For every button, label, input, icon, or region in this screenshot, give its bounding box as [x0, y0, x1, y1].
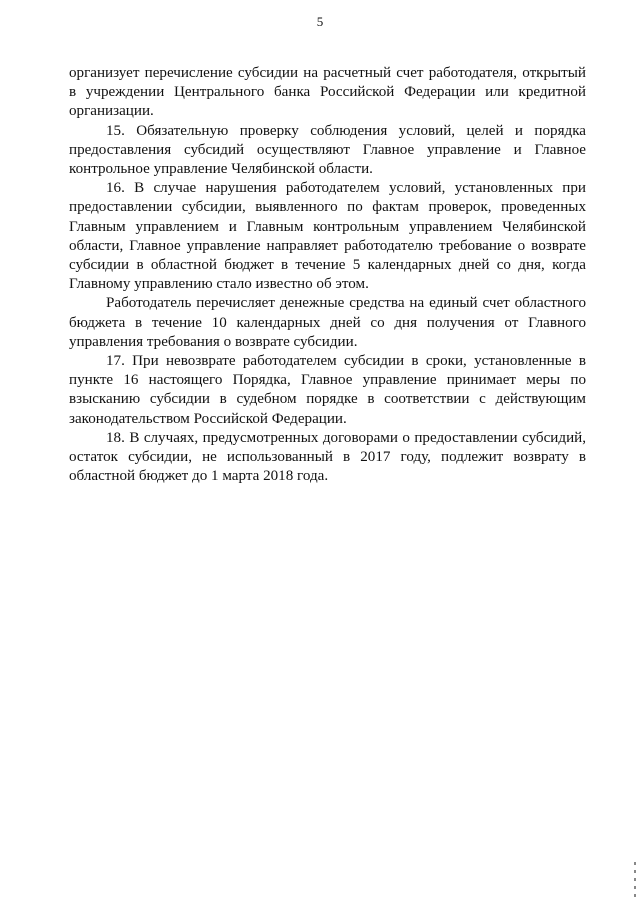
- paragraph-item-16-continued: Работодатель перечисляет денежные средства на единый счет областного бюджета в течение 10 календарных дней со дня получения от Главного управления требования о возврате субсидии.: [69, 295, 586, 350]
- page-number: 5: [316, 14, 324, 29]
- paragraph-item-15: 15. Обязательную проверку соблюдения условий, целей и порядка предоставления субсидий осуществляют Главное управление и Главное контрольное управление Челябинской области.: [69, 122, 586, 178]
- scan-edge-mark: [634, 862, 636, 898]
- paragraph-item-16: 16. В случае нарушения работодателем условий, установленных при предоставлении субсидии, выявленного по фактам проверок, проведенных Главным управлением и Главным контрольным управлением Челябинской области, Главное управление направляет работодателю требование о возврате субсидии в областной бюджет в течение 5 календарных дней со дня, когда Главному управлению стало известно об этом.: [69, 180, 586, 293]
- paragraph-item-18: 18. В случаях, предусмотренных договорами о предоставлении субсидий, остаток субсидии, не использованный в 2017 году, подлежит возврату в областной бюджет до 1 марта 2018 года.: [69, 429, 586, 485]
- document-body: [69, 64, 586, 486]
- paragraph-item-17: 17. При невозврате работодателем субсидии в сроки, установленные в пункте 16 настоящего Порядка, Главное управление принимает меры по взысканию субсидии в судебном порядке в соответствии с действующим законодательством Российской Федерации.: [69, 353, 586, 427]
- paragraph-continuation: организует перечисление субсидии на расчетный счет работодателя, открытый в учреждении Центрального банка Российской Федерации или кредитной организации.: [69, 65, 586, 120]
